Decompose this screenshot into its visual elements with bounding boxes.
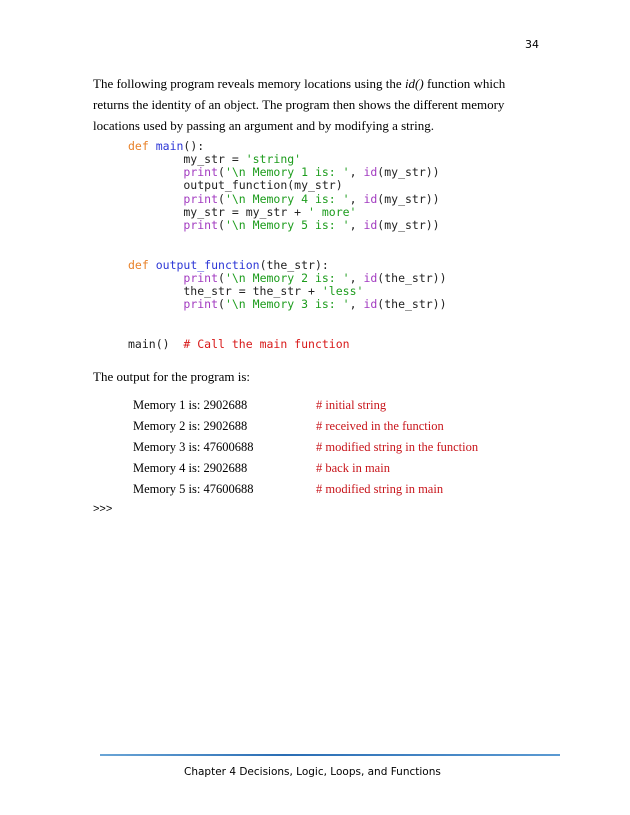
output-label: The output for the program is: xyxy=(93,369,251,384)
code-main-call xyxy=(128,338,350,351)
output-comment: # received in the function xyxy=(316,419,444,433)
code-line: print('\n Memory 5 is: ', id(my_str)) xyxy=(183,218,440,233)
memory-value: Memory 4 is: 2902688 xyxy=(133,461,248,475)
python-prompt: >>> xyxy=(93,503,113,515)
intro-text-start: The following program reveals memory locations using the xyxy=(93,76,405,91)
code-line: the_str = the_str + 'less' xyxy=(128,284,364,299)
code-block-output-function-body xyxy=(128,272,447,312)
memory-value: Memory 5 is: 47600688 xyxy=(133,482,254,496)
intro-text-end: function which returns the identity of an object. The program then shows the different memory locations used by passing an argument and by modifying a string. xyxy=(93,76,506,133)
memory-value: Memory 1 is: 2902688 xyxy=(133,398,248,412)
def-params: (): xyxy=(183,139,205,153)
intro-paragraph xyxy=(93,73,513,136)
code-line: my_str = my_str + ' more' xyxy=(128,204,357,219)
keyword-def: def xyxy=(128,258,149,272)
output-comment: # back in main xyxy=(316,461,390,475)
code-line: output_function(my_str) xyxy=(128,178,343,193)
def-params: (the_str): xyxy=(259,258,329,272)
output-comment: # modified string in main xyxy=(316,482,444,496)
code-comment: # Call the main function xyxy=(183,337,350,351)
footer-divider xyxy=(100,754,560,756)
code-line: print('\n Memory 1 is: ', id(my_str)) xyxy=(183,165,440,180)
footer-chapter-title: Chapter 4 Decisions, Logic, Loops, and Functions xyxy=(184,766,441,778)
function-name-main: main xyxy=(155,139,184,153)
function-name-output: output_function xyxy=(155,258,260,272)
page-number: 34 xyxy=(525,38,539,51)
main-call: main() xyxy=(128,337,170,351)
output-comment: # initial string xyxy=(316,398,387,412)
code-line: my_str = 'string' xyxy=(128,152,302,166)
intro-function-name: id() xyxy=(404,76,424,91)
memory-value: Memory 2 is: 2902688 xyxy=(133,419,248,433)
output-comment: # modified string in the function xyxy=(316,440,479,454)
memory-value: Memory 3 is: 47600688 xyxy=(133,440,254,454)
code-line: print('\n Memory 4 is: ', id(my_str)) xyxy=(183,191,440,206)
code-block-main-body xyxy=(128,153,440,232)
code-line: print('\n Memory 3 is: ', id(the_str)) xyxy=(183,297,447,312)
keyword-def: def xyxy=(128,139,149,153)
code-line: print('\n Memory 2 is: ', id(the_str)) xyxy=(183,271,447,285)
